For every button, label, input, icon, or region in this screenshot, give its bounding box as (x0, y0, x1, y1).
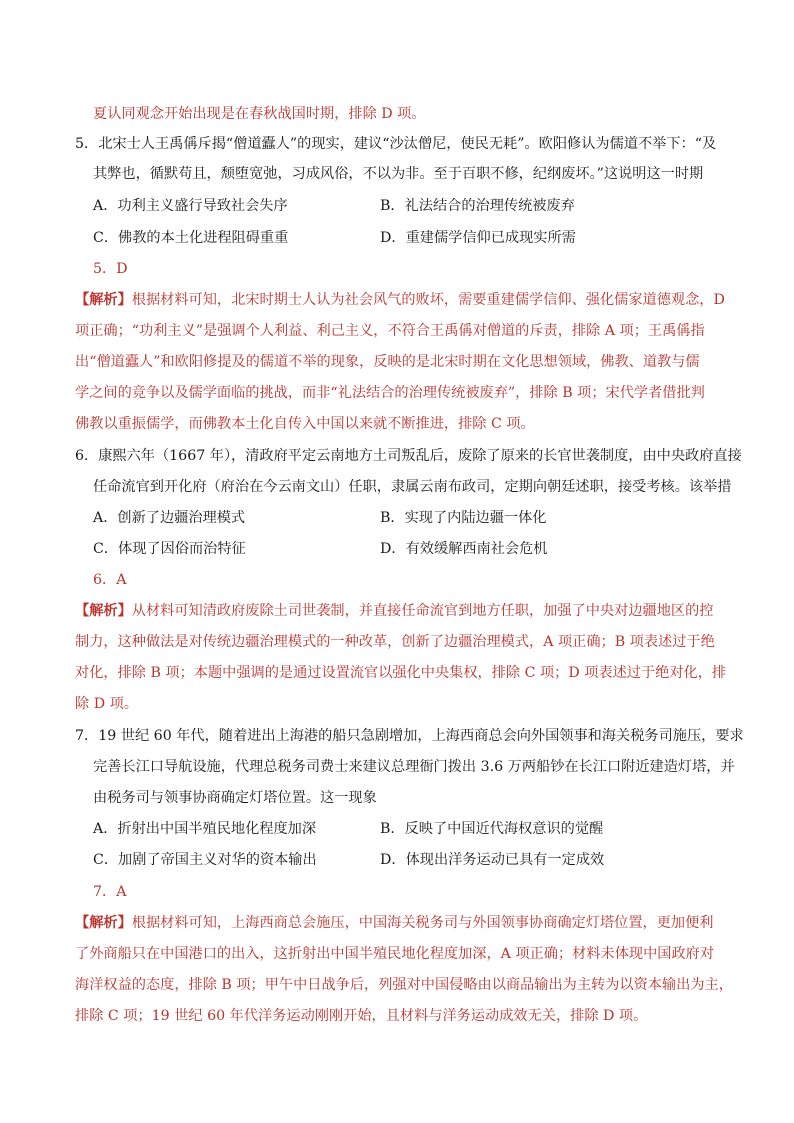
question-5-analysis-line-5: 佛教以重振儒学，而佛教本土化自传入中国以来就不断推进，排除 C 项。 (75, 416, 535, 432)
question-7-stem-2: 完善长江口导航设施，代理总税务司费士来建议总理衙门拨出 3.6 万两船钞在长江口附近建造灯塔，并 (93, 759, 735, 775)
question-7-stem-1: 19 世纪 60 年代，随着进出上海港的船只急剧增加，上海西商总会向外国领事和海关税务司施压，要求 (98, 728, 744, 744)
question-6-number: 6． (75, 448, 99, 464)
question-6-analysis-text-1: 从材料可知清政府废除土司世袭制，并直接任命流官到地方任职，加强了中央对边疆地区的控 (131, 603, 714, 619)
analysis-label: 【解析】 (75, 292, 132, 308)
previous-analysis-tail: 夏认同观念开始出现是在春秋战国时期，排除 D 项。 (93, 106, 426, 122)
question-7-number: 7． (75, 728, 99, 744)
question-7-option-c: C．加剧了帝国主义对华的资本输出 (93, 852, 317, 868)
question-6-stem-2: 任命流官到开化府（府治在今云南文山）任职，隶属云南布政司，定期向朝廷述职，接受考核。该举措 (93, 479, 732, 495)
question-5-answer: 5．D (93, 261, 128, 277)
question-5-analysis-line-1 (75, 290, 725, 310)
question-7-option-a: A．折射出中国半殖民地化程度加深 (93, 821, 317, 837)
question-5-analysis-text-1: 根据材料可知，北宋时期士人认为社会风气的败坏，需要重建儒学信仰、强化儒家道德观念，D (131, 292, 725, 308)
question-7-analysis-line-3: 海洋权益的态度，排除 B 项；甲午中日战争后，列强对中国侵略由以商品输出为主转为以资本输出为主， (75, 977, 733, 993)
question-5-analysis-line-3: 出“僧道蠹人”和欧阳修提及的儒道不举的现象，反映的是北宋时期在文化思想领域，佛教、道教与儒 (75, 354, 700, 370)
question-7-stem-3: 由税务司与领事协商确定灯塔位置。这一现象 (93, 790, 377, 806)
question-5-option-a: A．功利主义盛行导致社会失序 (93, 198, 288, 214)
question-6-analysis-line-2: 制力，这种做法是对传统边疆治理模式的一种改革，创新了边疆治理模式，A 项正确；B 项表述过于绝 (75, 634, 715, 650)
question-7-line-1 (75, 726, 744, 746)
analysis-label: 【解析】 (75, 915, 132, 931)
question-5-number: 5． (75, 136, 99, 152)
question-5-analysis-line-2: 项正确；“功利主义”是强调个人利益、利己主义，不符合王禹偁对僧道的斥责，排除 A 项；王禹偁指 (75, 323, 705, 339)
question-7-analysis-text-1: 根据材料可知，上海西商总会施压，中国海关税务司与外国领事协商确定灯塔位置，更加便利 (131, 915, 714, 931)
question-7-option-d: D．体现出洋务运动已具有一定成效 (380, 852, 605, 868)
question-5-analysis-line-4: 学之间的竞争以及儒学面临的挑战，而非“礼法结合的治理传统被废弃”，排除 B 项；宋代学者借批判 (75, 385, 705, 401)
question-6-stem-1: 康熙六年（1667 年），清政府平定云南地方土司叛乱后，废除了原来的长官世袭制度，由中央政府直接 (98, 448, 742, 464)
analysis-label: 【解析】 (75, 603, 132, 619)
question-6-answer: 6．A (93, 572, 127, 588)
question-6-analysis-line-4: 除 D 项。 (75, 696, 138, 712)
question-7-analysis-line-4: 排除 C 项；19 世纪 60 年代洋务运动刚刚开始，且材料与洋务运动成效无关，排除 D 项。 (75, 1008, 648, 1024)
question-7-answer: 7．A (93, 884, 127, 900)
question-7-option-b: B．反映了中国近代海权意识的觉醒 (380, 821, 604, 837)
question-6-option-a: A．创新了边疆治理模式 (93, 510, 246, 526)
question-6-option-d: D．有效缓解西南社会危机 (380, 541, 548, 557)
question-6-analysis-line-1 (75, 601, 713, 621)
question-6-option-c: C．体现了因俗而治特征 (93, 541, 246, 557)
question-6-analysis-line-3: 对化，排除 B 项；本题中强调的是通过设置流官以强化中央集权，排除 C 项；D 项表述过于绝对化，排 (75, 665, 727, 681)
question-6-option-b: B．实现了内陆边疆一体化 (380, 510, 547, 526)
question-7-analysis-line-2: 了外商船只在中国港口的出入，这折射出中国半殖民地化程度加深，A 项正确；材料未体现中国政府对 (75, 946, 715, 962)
question-5-option-c: C．佛教的本土化进程阻碍重重 (93, 230, 289, 246)
question-6-line-1 (75, 446, 742, 466)
question-5-option-d: D．重建儒学信仰已成现实所需 (380, 230, 576, 246)
question-5-stem-1: 北宋士人王禹偁斥揭“僧道蠹人”的现实，建议“沙汰僧尼，使民无耗”。欧阳修认为儒道不举下：“及 (98, 136, 717, 152)
question-5-option-b: B．礼法结合的治理传统被废弃 (380, 198, 575, 214)
question-7-analysis-line-1 (75, 913, 713, 933)
question-5-stem-2: 其弊也，循默苟且，颓堕宽弛，习成风俗，不以为非。至于百职不修，纪纲废坏。”这说明这一时期 (93, 166, 704, 182)
question-5-line-1 (75, 134, 716, 154)
